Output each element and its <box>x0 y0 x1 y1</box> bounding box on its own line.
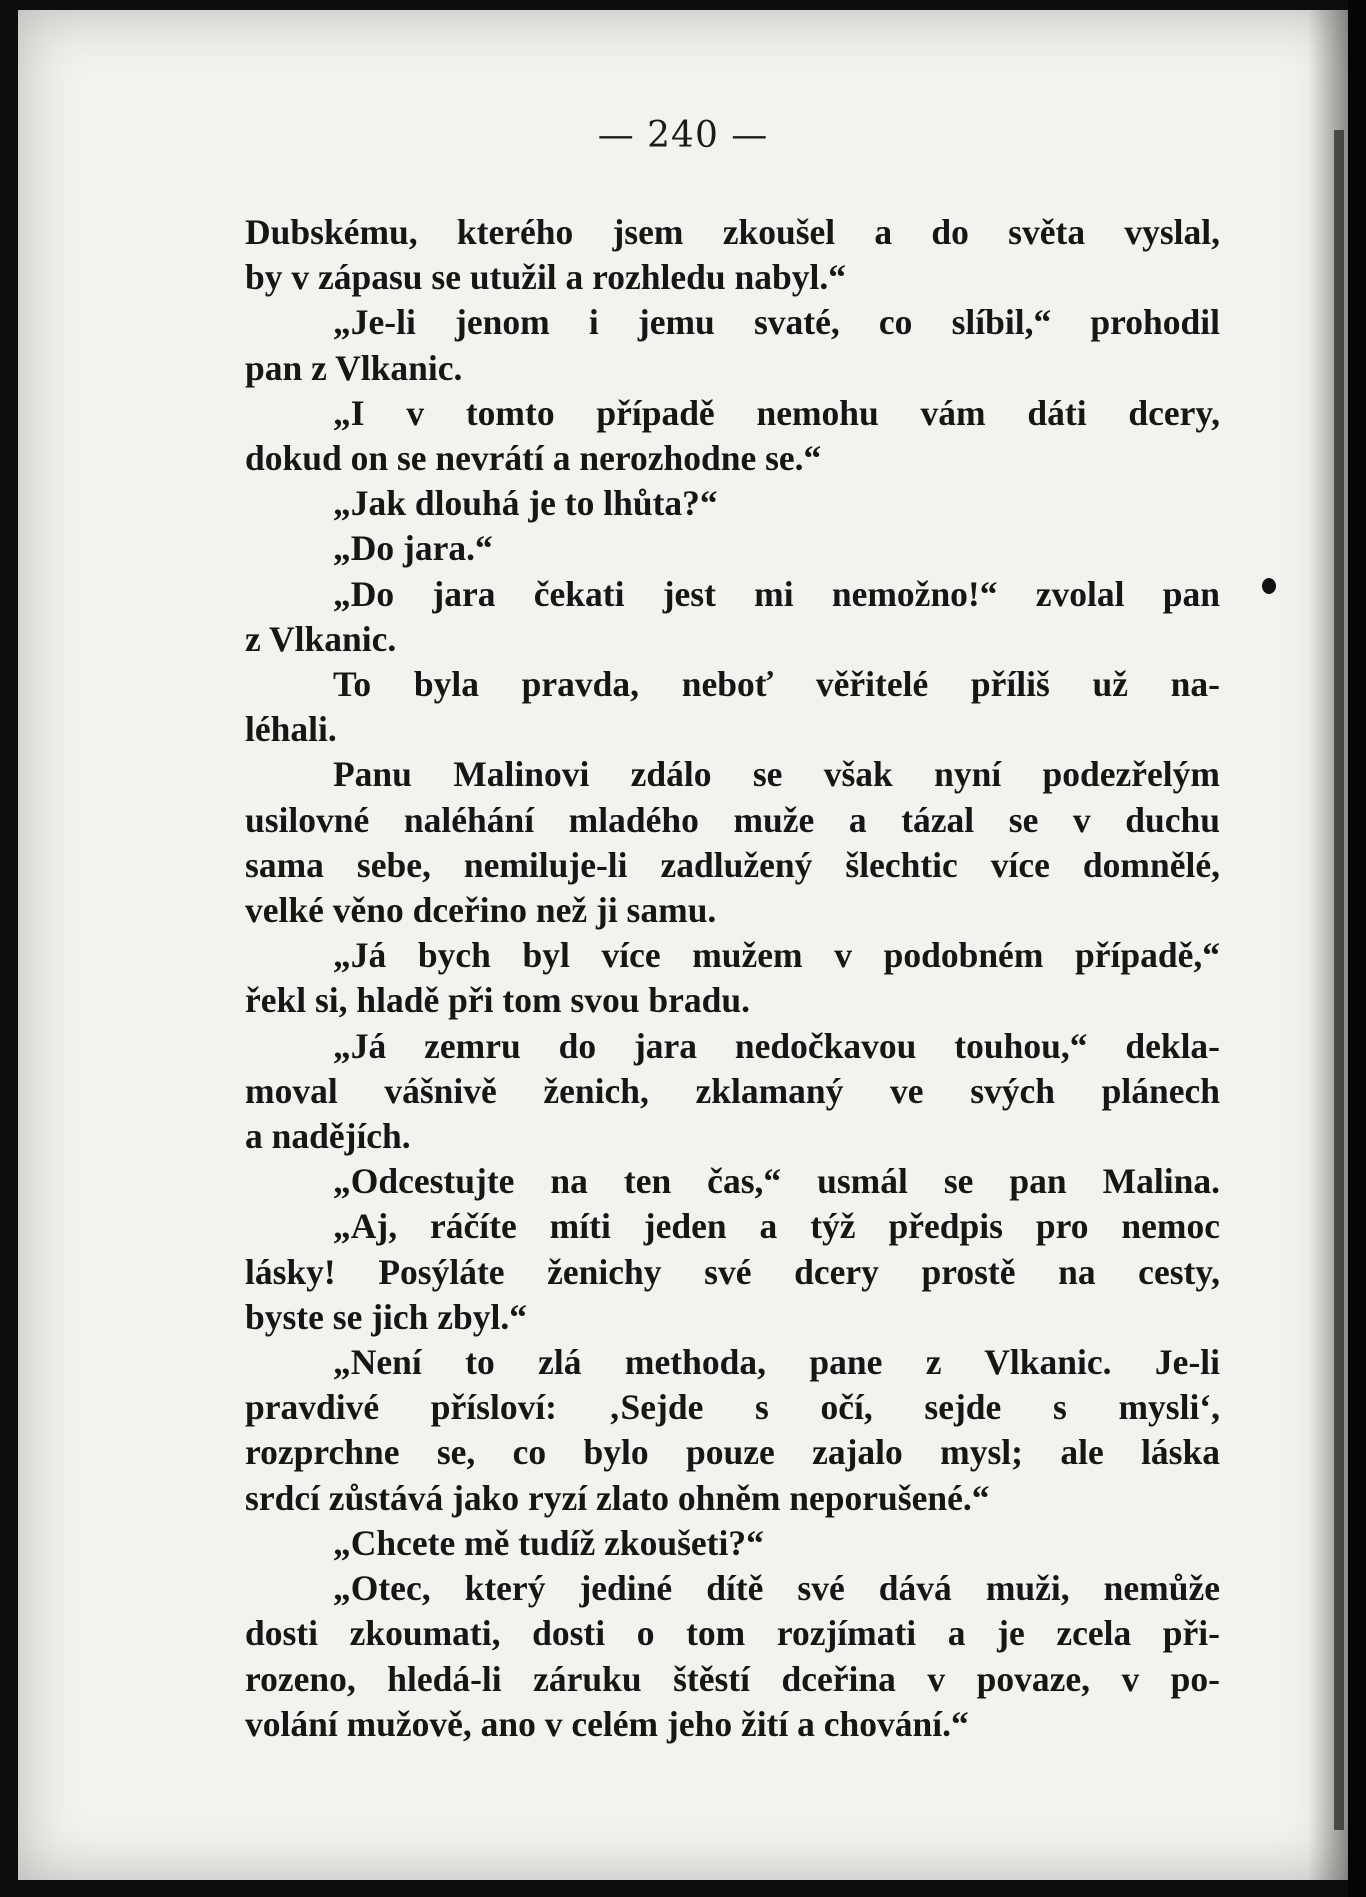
text-line: lásky! Posýláte ženichy své dcery prostě na cesty, <box>245 1251 1220 1292</box>
text-line: dosti zkoumati, dosti o tom rozjímati a je zcela při- <box>245 1613 1220 1654</box>
book-page <box>18 10 1348 1880</box>
text-line: rozprchne se, co bylo pouze zajalo mysl; ale láska <box>245 1432 1220 1473</box>
text-line: „Je-li jenom i jemu svaté, co slíbil,“ prohodil <box>333 302 1220 343</box>
text-line: pravdivé přísloví: ‚Sejde s očí, sejde s mysli‘, <box>245 1387 1220 1428</box>
text-line: léhali. <box>245 709 337 750</box>
scan-border <box>1348 0 1366 1897</box>
text-line: „Odcestujte na ten čas,“ usmál se pan Malina. <box>333 1161 1220 1202</box>
text-line: „Chcete mě tudíž zkoušeti?“ <box>333 1522 764 1563</box>
body-text <box>245 210 1220 1747</box>
text-line: „Do jara čekati jest mi nemožno!“ zvolal pan <box>333 573 1220 614</box>
text-line: „Otec, který jediné dítě své dává muži, nemůže <box>333 1568 1220 1609</box>
text-line: dokud on se nevrátí a nerozhodne se.“ <box>245 438 822 479</box>
margin-ink-dot <box>1262 578 1276 594</box>
text-line: „I v tomto případě nemohu vám dáti dcery, <box>333 392 1220 433</box>
text-line: z Vlkanic. <box>245 618 397 659</box>
text-line: Panu Malinovi zdálo se však nyní podezřelým <box>333 754 1220 795</box>
text-line: „Já zemru do jara nedočkavou touhou,“ dekla- <box>333 1025 1220 1066</box>
text-line: a nadějích. <box>245 1116 411 1157</box>
text-line: srdcí zůstává jako ryzí zlato ohněm neporušené.“ <box>245 1477 990 1518</box>
text-line: moval vášnivě ženich, zklamaný ve svých plánech <box>245 1070 1220 1111</box>
text-line: usilovné naléhání mladého muže a tázal se v duchu <box>245 799 1220 840</box>
text-line: volání mužově, ano v celém jeho žití a chování.“ <box>245 1703 969 1744</box>
page-number: — 240 — <box>597 115 769 156</box>
text-line: velké věno dceřino než ji samu. <box>245 890 717 931</box>
text-line: To byla pravda, neboť věřitelé příliš už na- <box>333 664 1220 705</box>
text-line: rozeno, hledá-li záruku štěstí dceřina v povaze, v po- <box>245 1658 1220 1699</box>
text-line: „Jak dlouhá je to lhůta?“ <box>333 483 718 524</box>
text-line: „Aj, ráčíte míti jeden a týž předpis pro nemoc <box>333 1206 1220 1247</box>
text-line: sama sebe, nemiluje-li zadlužený šlechtic více domnělé, <box>245 844 1220 885</box>
text-line: řekl si, hladě při tom svou bradu. <box>245 980 750 1021</box>
text-line: „Do jara.“ <box>333 528 493 569</box>
text-line: byste se jich zbyl.“ <box>245 1296 528 1337</box>
text-line: „Není to zlá methoda, pane z Vlkanic. Je-li <box>333 1342 1220 1383</box>
text-line: Dubskému, kterého jsem zkoušel a do světa vyslal, <box>245 212 1220 252</box>
text-line: pan z Vlkanic. <box>245 347 463 388</box>
text-line: „Já bych byl více mužem v podobném případě,“ <box>333 935 1220 976</box>
binding-edge-mark <box>1334 130 1344 1830</box>
text-line: by v zápasu se utužil a rozhledu nabyl.“ <box>245 257 846 298</box>
